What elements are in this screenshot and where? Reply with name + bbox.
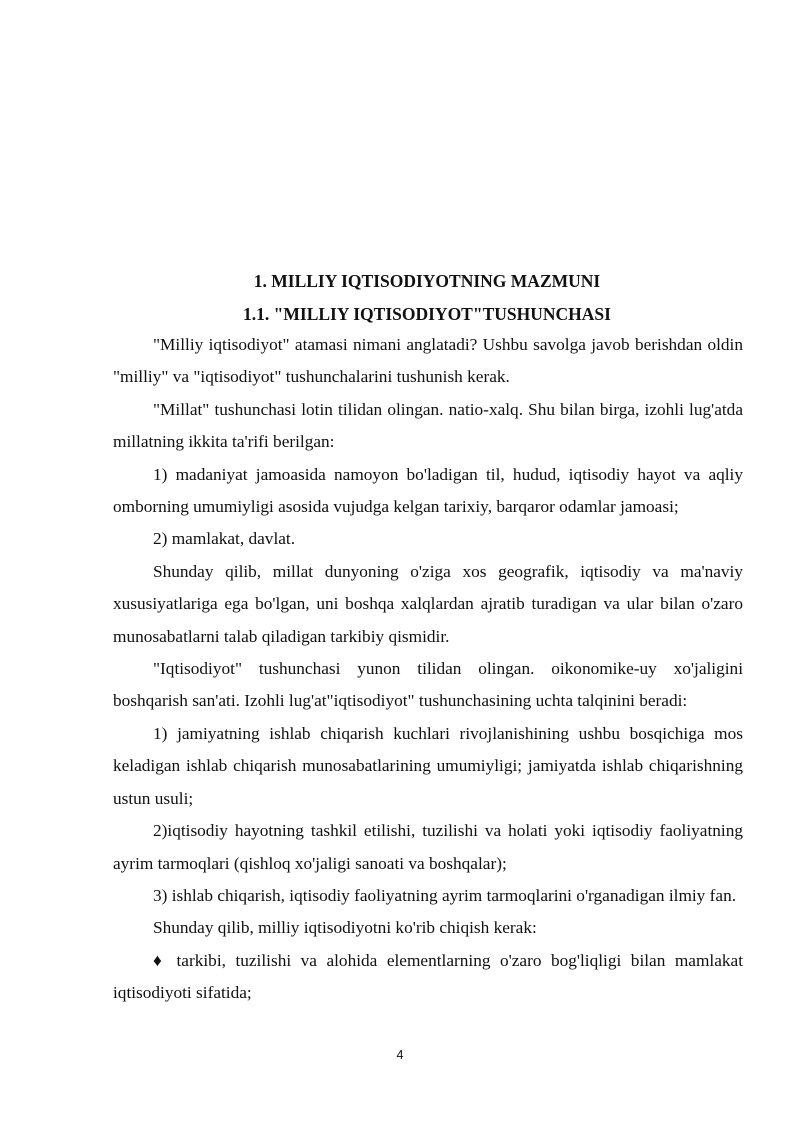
section-title: 1.1. "MILLIY IQTISODIYOT"TUSHUNCHASI (243, 304, 611, 324)
page-number: 4 (396, 1048, 404, 1062)
body-text (113, 329, 743, 1010)
paragraph: "Milliy iqtisodiyot" atamasi nimani anglatadi? Ushbu savolga javob berishdan oldin "milliy" va "iqtisodiyot" tushunchalarini tushunish kerak. (113, 335, 743, 387)
bullet-item: ♦ tarkibi, tuzilishi va alohida elementlarning o'zaro bog'liqligi bilan mamlakat iqtisodiyoti sifatida; (113, 950, 743, 1003)
list-item: 3) ishlab chiqarish, iqtisodiy faoliyatning ayrim tarmoqlarini o'rganadigan ilmiy fan. (153, 885, 737, 905)
list-item: 1) jamiyatning ishlab chiqarish kuchlari rivojlanishining ushbu bosqichiga mos keladigan ishlab chiqarish munosabatlarining umumiyligi; jamiyatda ishlab chiqarishning ustun usuli; (113, 723, 743, 808)
paragraph: Shunday qilib, milliy iqtisodiyotni ko'rib chiqish kerak: (153, 918, 537, 938)
chapter-title: 1. MILLIY IQTISODIYOTNING MAZMUNI (253, 271, 601, 291)
paragraph: "Iqtisodiyot" tushunchasi yunon tilidan olingan. oikonomike-uy xo'jaligini boshqarish san'ati. Izohli lug'at"iqtisodiyot" tushunchasining uchta talqinini beradi: (113, 659, 743, 711)
paragraph: "Millat" tushunchasi lotin tilidan olingan. natio-xalq. Shu bilan birga, izohli lug'atda millatning ikkita ta'rifi berilgan: (113, 399, 743, 452)
list-item: 2) mamlakat, davlat. (153, 529, 296, 549)
list-item: 1) madaniyat jamoasida namoyon bo'ladigan til, hudud, iqtisodiy hayot va aqliy omborning umumiyligi asosida vujudga kelgan tarixiy, barqaror odamlar jamoasi; (113, 464, 743, 517)
paragraph: Shunday qilib, millat dunyoning o'ziga xos geografik, iqtisodiy va ma'naviy xususiyatlariga ega bo'lgan, uni boshqa xalqlardan ajratib turadigan va ular bilan o'zaro munosabatlarni talab qiladigan tarkibiy qismidir. (113, 561, 743, 646)
list-item: 2)iqtisodiy hayotning tashkil etilishi, tuzilishi va holati yoki iqtisodiy faoliyatning ayrim tarmoqlari (qishloq xo'jaligi sanoati va boshqalar); (113, 821, 743, 873)
